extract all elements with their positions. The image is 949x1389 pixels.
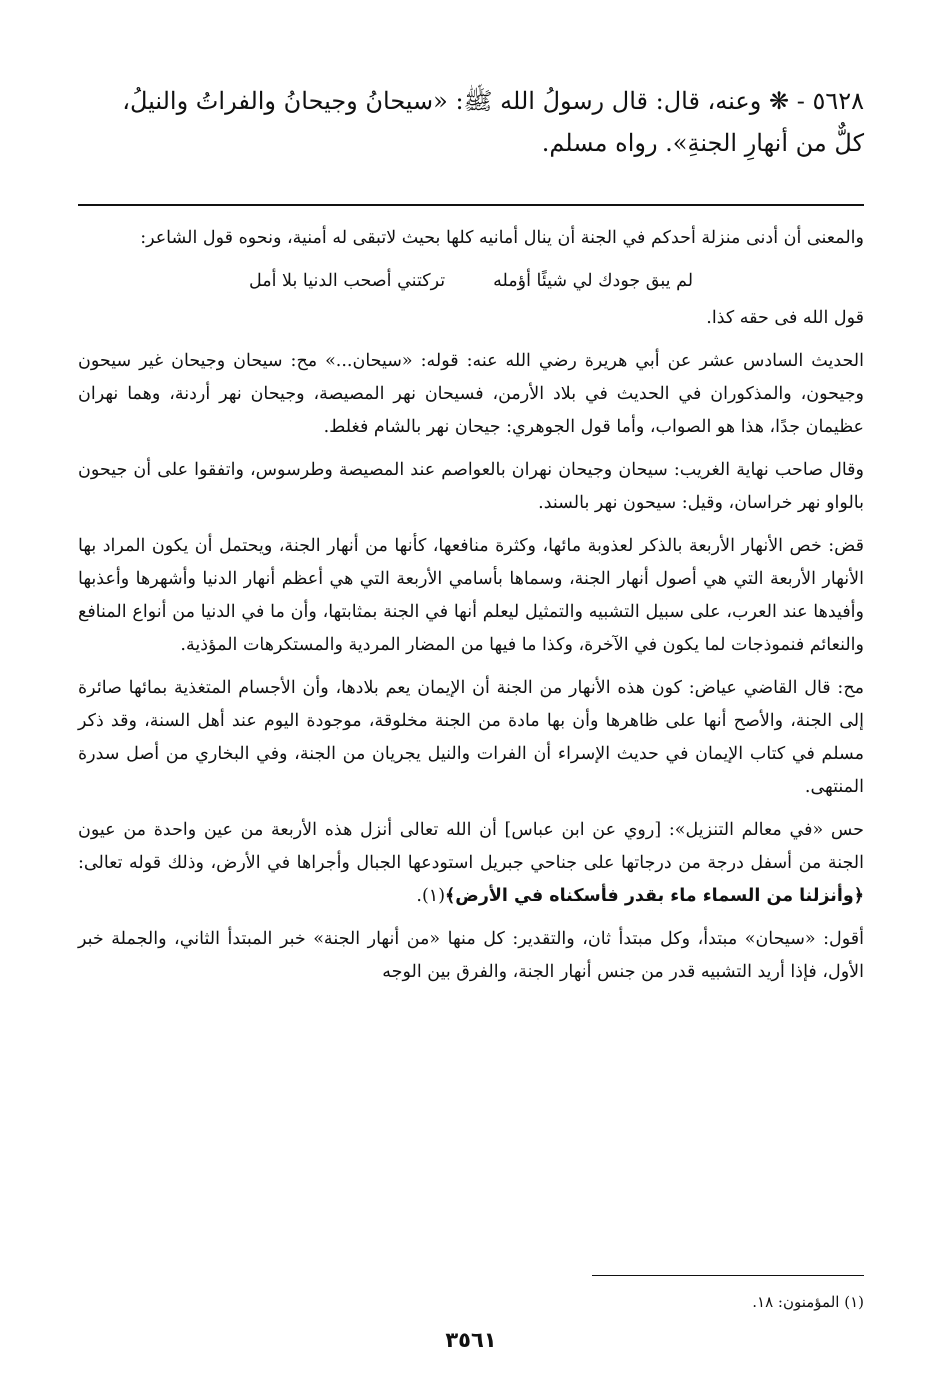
commentary-paragraph-4: قض: خص الأنهار الأربعة بالذكر لعذوبة مائها، وكثرة منافعها، كأنها من أنهار الجنة، ويحتمل أن يكون المراد بها الأنهار الأربعة التي هي أصول أنهار الجنة، وسماها بأسامي الأربعة التي هي أعظم أنهار الدنيا وأشهرها وأعذبها وأفيدها عند العرب، على سبيل التشبيه والتمثيل ليعلم أنها في الجنة بمثابتها، وأن ما في الدنيا من أنواع المنافع والنعائم فنموذجات لما يكون في الآخرة، وكذا ما فيها من المضار المردية والمستكرهات المؤذية. bbox=[78, 536, 864, 655]
commentary-paragraph-5: مح: قال القاضي عياض: كون هذه الأنهار من الجنة أن الإيمان يعم بلادها، وأن الأجسام المتغذية بمائها صائرة إلى الجنة، والأصح أنها على ظاهرها وأن بها مادة من الجنة مخلوقة، موجودة اليوم عند أهل السنة، وقد ذكر مسلم في كتاب الإيمان في حديث الإسراء أن الفرات والنيل يجريان من الجنة، وفي البخاري من أصل سدرة المنتهى. bbox=[78, 678, 864, 797]
poem-hemistich-right: لم يبق جودك لي شيئًا أؤمله bbox=[493, 271, 694, 291]
separator-rule bbox=[78, 204, 864, 206]
quran-verse: ﴿وأنزلنا من السماء ماء بقدر فأسكناه في الأرض﴾ bbox=[445, 886, 864, 906]
poem-hemistich-left: تركتني أصحب الدنيا بلا أمل bbox=[248, 271, 446, 291]
poem-verse bbox=[78, 265, 864, 298]
footnote-reference: (١). bbox=[416, 886, 446, 906]
commentary-paragraph-7: أقول: «سيحان» مبتدأ، وكل مبتدأ ثان، والتقدير: كل منها «من أنهار الجنة» خبر المبتدأ الثاني، والجملة خبر الأول، فإذا أريد التشبيه قدر من جنس أنهار الجنة، والفرق بين الوجه bbox=[78, 929, 864, 982]
footnote: (١) المؤمنون: ١٨. bbox=[752, 1293, 864, 1311]
commentary-paragraph-2: الحديث السادس عشر عن أبي هريرة رضي الله عنه: قوله: «سيحان...» مح: سيحان وجيحان غير سيحون وجيحون، والمذكوران في الحديث في بلاد الأرمن، فسيحان نهر المصيصة، وجيحان نهر أردنة، وهما نهران عظيمان جدًا، هذا هو الصواب، وأما قول الجوهري: جيحان نهر بالشام فغلط. bbox=[78, 351, 864, 437]
commentary-paragraph-6 bbox=[78, 814, 864, 913]
commentary-paragraph-1-tail: قول الله فى حقه كذا. bbox=[706, 308, 864, 328]
commentary-paragraph-1: والمعنى أن أدنى منزلة أحدكم في الجنة أن ينال أمانيه كلها بحيث لاتبقى له أمنية، ونحوه قول الشاعر: bbox=[140, 228, 864, 248]
commentary-section bbox=[78, 222, 864, 999]
document-page bbox=[78, 0, 864, 1389]
hadith-text bbox=[78, 80, 864, 164]
commentary-paragraph-3: وقال صاحب نهاية الغريب: سيحان وجيحان نهران بالعواصم عند المصيصة وطرسوس، واتفقوا على أن جيحون بالواو نهر خراسان، وقيل: سيحون نهر بالسند. bbox=[78, 460, 864, 513]
footnote-rule bbox=[592, 1275, 864, 1276]
hadith-line-1: ٥٦٢٨ - ❋ وعنه، قال: قال رسولُ الله ﷺ: «سيحانُ وجيحانُ والفراتُ والنيلُ، bbox=[122, 87, 864, 115]
paragraph-6-text: حس «في معالم التنزيل»: [روي عن ابن عباس] أن الله تعالى أنزل هذه الأربعة من عين واحدة من عيون الجنة من أسفل درجة من درجاتها على جناحي جبريل استودعها الجبال وأجراها في الأرض، وذلك قوله تعالى: bbox=[78, 820, 864, 873]
page-number: ٣٥٦١ bbox=[445, 1328, 497, 1352]
hadith-line-2: كلٌّ من أنهارِ الجنةِ». رواه مسلم. bbox=[541, 129, 864, 157]
